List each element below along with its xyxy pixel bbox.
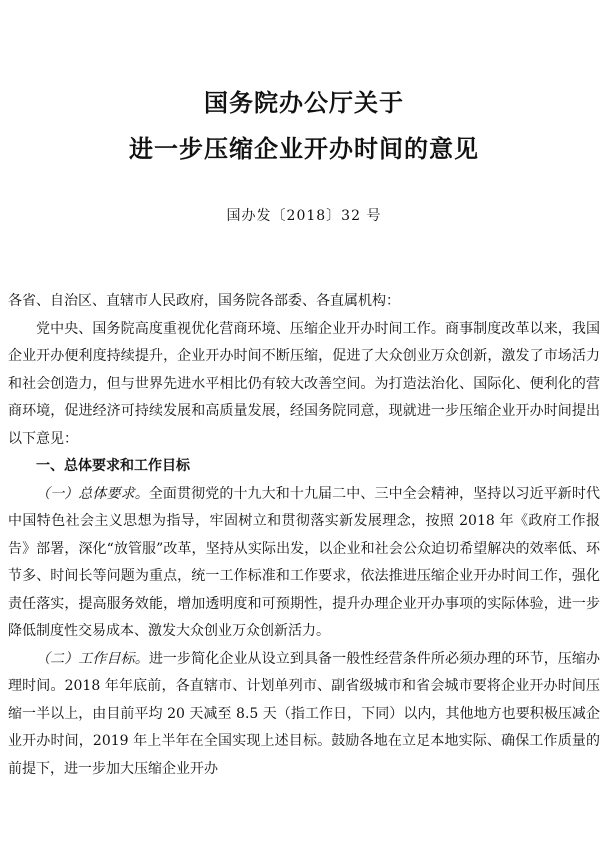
document-title-line-1: 国务院办公厅关于 (204, 88, 404, 117)
document-title-line-2: 进一步压缩企业开办时间的意见 (129, 134, 479, 163)
paragraph-overall-requirements (8, 481, 600, 646)
item-label: （二）工作目标。 (36, 650, 149, 667)
item-text: 进一步简化企业从设立到具备一般性经营条件所必须办理的环节，压缩办理时间。2018 年年底前，各直辖市、计划单列市、副省级城市和省会城市要将企业开办时间压缩一半以上，由目前平均 20 天减至 8.5 天（指工作日，下同）以内，其他地方也要积极压减企业开办时间，2019 年上半年在全国实现上述目标。鼓励各地在立足本地实际、确保工作质量的前提下，进一步加大压缩企业开办 (8, 650, 601, 777)
document-body (8, 288, 600, 783)
item-label: （一）总体要求。 (36, 485, 149, 502)
intro-paragraph: 党中央、国务院高度重视优化营商环境、压缩企业开办时间工作。商事制度改革以来，我国企业开办便利度持续提升，企业开办时间不断压缩，促进了大众创业万众创新，激发了市场活力和社会创造力，但与世界先进水平相比仍有较大改善空间。为打造法治化、国际化、便利化的营商环境，促进经济可持续发展和高质量发展，经国务院同意，现就进一步压缩企业开办时间提出以下意见： (8, 320, 600, 447)
item-text: 全面贯彻党的十九大和十九届二中、三中全会精神，坚持以习近平新时代中国特色社会主义思想为指导，牢固树立和贯彻落实新发展理念，按照 2018 年《政府工作报告》部署，深化“放管服”改革，坚持从实际出发，以企业和社会公众迫切希望解决的效率低、环节多、时间长等问题为重点，统一工作标准和工作要求，依法推进压缩企业开办时间工作，强化责任落实，提高服务效能，增加透明度和可预期性，提升办理企业开办事项的实际体验，进一步降低制度性交易成本、激发大众创业万众创新活力。 (8, 485, 601, 639)
paragraph-work-goals (8, 646, 600, 784)
document-number: 国办发〔2018〕32 号 (226, 208, 382, 224)
section-heading: 一、总体要求和工作目标 (36, 458, 190, 474)
addressee: 各省、自治区、直辖市人民政府，国务院各部委、各直属机构： (8, 293, 400, 309)
